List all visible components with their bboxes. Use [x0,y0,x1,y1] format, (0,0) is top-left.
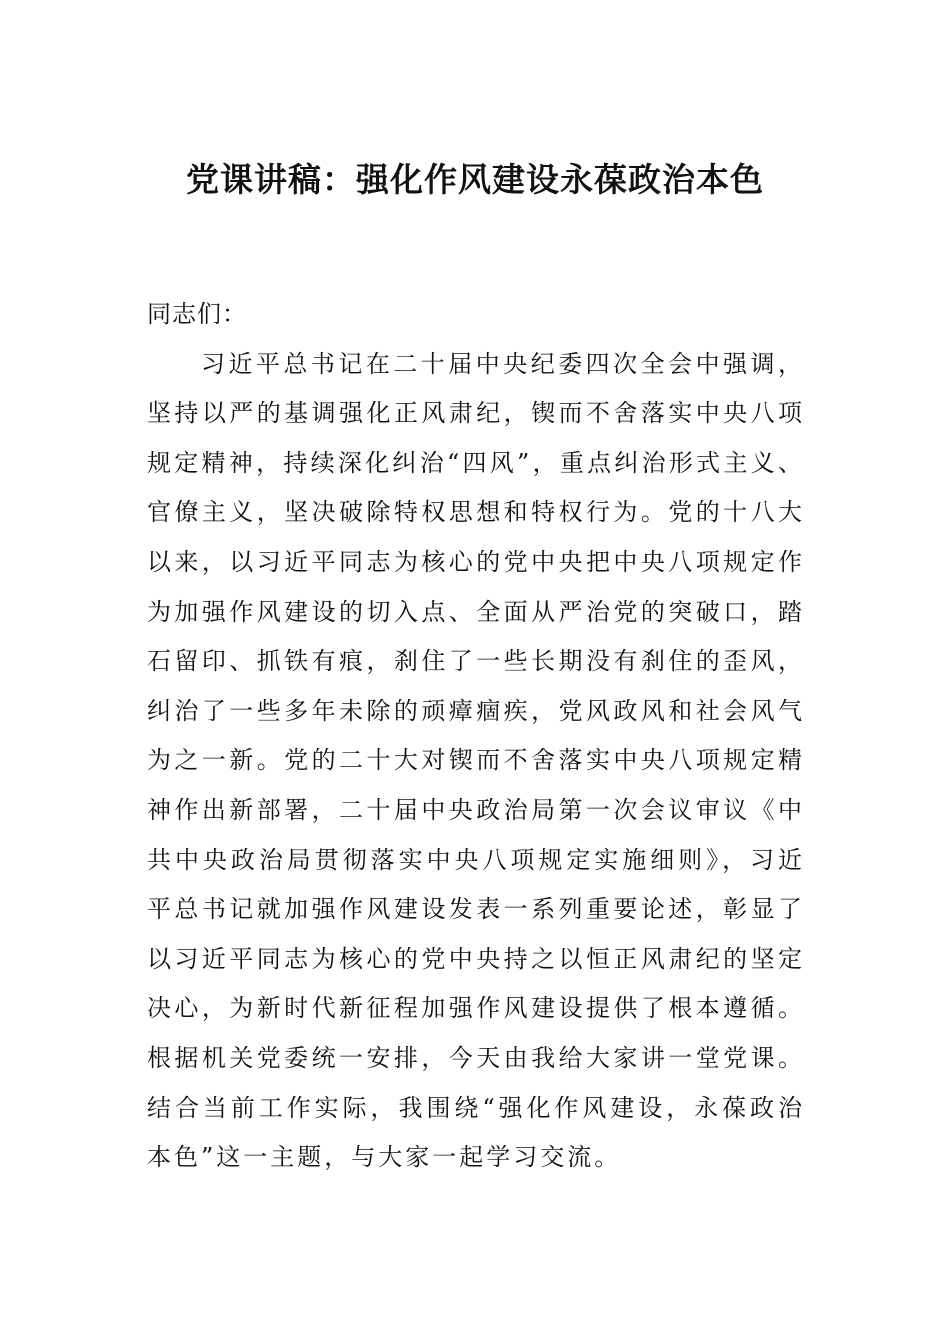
salutation: 同志们： [147,300,247,328]
document-title: 党课讲稿：强化作风建设永葆政治本色 [186,160,764,199]
document-body [147,290,805,1183]
body-paragraph: 习近平总书记在二十届中央纪委四次全会中强调，坚持以严的基调强化正风肃纪，锲而不舍落实中央八项规定精神，持续深化纠治“四风”，重点纠治形式主义、官僚主义，坚决破除特权思想和特权行为。党的十八大以来，以习近平同志为核心的党中央把中央八项规定作为加强作风建设的切入点、全面从严治党的突破口，踏石留印、抓铁有痕，刹住了一些长期没有刹住的歪风，纠治了一些多年未除的顽瘴痼疾，党风政风和社会风气为之一新。党的二十大对锲而不舍落实中央八项规定精神作出新部署，二十届中央政治局第一次会议审议《中共中央政治局贯彻落实中央八项规定实施细则》，习近平总书记就加强作风建设发表一系列重要论述，彰显了以习近平同志为核心的党中央持之以恒正风肃纪的坚定决心，为新时代新征程加强作风建设提供了根本遵循。根据机关党委统一安排，今天由我给大家讲一堂党课。结合当前工作实际，我围绕“强化作风建设，永葆政治本色”这一主题，与大家一起学习交流。 [147,349,805,1172]
